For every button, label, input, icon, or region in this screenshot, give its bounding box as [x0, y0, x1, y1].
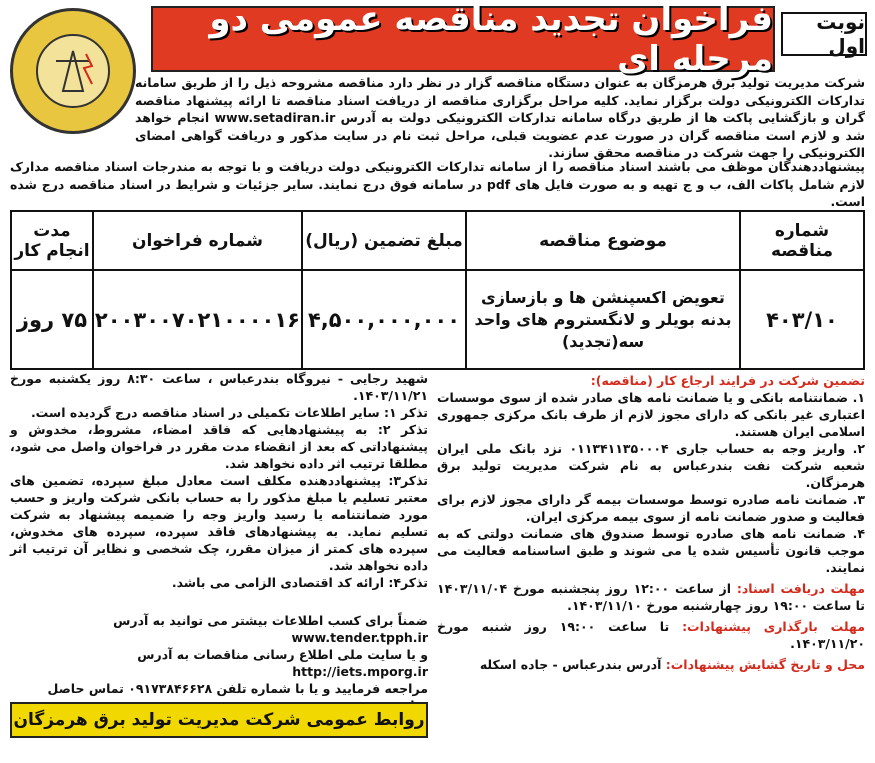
contact-line: و یا سایت ملی اطلاع رسانی مناقصات به آدرس http://iets.mporg.ir — [137, 647, 428, 679]
receive-label: مهلت دریافت اسناد: — [736, 581, 865, 596]
contact-section — [10, 612, 428, 714]
contact-line: مراجعه فرمایید و یا با شماره تلفن ۰۹۱۷۳۸۴۶۶۲۸ تماس حاصل — [47, 681, 428, 696]
guarantee-item: ۱. ضمانتنامه بانکی و یا ضمانت نامه های صادر شده از سوی موسسات اعتباری غیر بانکی که دارای مجوز لازم از طرف بانک مرکزی جمهوری اسلامی ایران هستند. — [437, 390, 865, 439]
opening-info — [437, 656, 865, 673]
cell-call-number: ۲۰۰۳۰۰۷۰۲۱۰۰۰۰۱۶ — [93, 270, 302, 369]
contact-line: ضمناً برای کسب اطلاعات بیشتر می توانید به آدرس www.tender.tpph.ir — [113, 613, 428, 645]
cell-duration: ۷۵ روز — [11, 270, 93, 369]
submit-text: تا ساعت ۱۹:۰۰ روز شنبه مورخ ۱۴۰۳/۱۱/۲۰. — [437, 619, 865, 651]
tower-icon — [48, 46, 98, 96]
note-item: تذکر۴: ارائه کد اقتصادی الزامی می باشد. — [171, 575, 428, 590]
header-guarantee: مبلغ تضمین (ریال) — [302, 211, 466, 270]
guarantee-item: ۴. ضمانت نامه های صادره توسط صندوق های ضمانت دولتی که به موجب قانون تأسیس شده یا می شوند و طبق اساسنامه فعالیت می نمایند. — [437, 526, 865, 575]
power-plant-icon — [36, 34, 110, 108]
opening-text: آدرس بندرعباس - جاده اسکله — [479, 657, 662, 672]
header-call-number: شماره فراخوان — [93, 211, 302, 270]
header-duration: مدت انجام کار — [11, 211, 93, 270]
tender-table — [10, 210, 865, 370]
guarantee-item: ۳. ضمانت نامه صادره توسط موسسات بیمه گر دارای مجوز لازم برای فعالیت و صدور ضمانت نامه از سوی بیمه مرکزی ایران. — [437, 492, 865, 524]
opening-continued: شهید رجایی - نیروگاه بندرعباس ، ساعت ۸:۳۰ روز یکشنبه مورخ ۱۴۰۳/۱۱/۲۱. — [10, 371, 428, 403]
round-badge: نوبت اول — [781, 12, 867, 56]
table-row — [11, 270, 864, 369]
note-item: تذکر ۲: به پیشنهادهایی که فاقد امضاء، مشروط، مخدوش و پیشنهاداتی که بعد از انقضاء مدت مقرر در فراخوان واصل می شود، مطلقا ترتیب اثر داده نخواهد شد. — [10, 422, 428, 471]
cell-tender-number: ۴۰۳/۱۰ — [740, 270, 864, 369]
intro-paragraph-2: پیشنهاددهندگان موظف می باشند اسناد مناقصه را از سامانه تدارکات الکترونیکی دولت دریافت و با توجه به مندرجات اسناد مناقصه مدارک لازم شامل پاکات الف، ب و ج تهیه و به صورت فایل های pdf در سامانه فوق درج نمایند. سایر جزئیات و شرایط در اسناد مناقصه درج شده است. — [10, 159, 865, 209]
receive-deadline — [437, 580, 865, 614]
title-banner — [151, 0, 775, 79]
public-relations-footer: روابط عمومی شرکت مدیریت تولید برق هرمزگان — [10, 702, 428, 738]
header-tender-number: شماره مناقصه — [740, 211, 864, 270]
cell-subject: تعویض اکسپنشن ها و بازسازی بدنه بویلر و لانگستروم های واحد سه(تجدید) — [466, 270, 740, 369]
note-item: تذکر۳: پیشنهاددهنده مکلف است معادل مبلغ سپرده، تضمین های معتبر تسلیم یا مبلغ مذکور را به حساب بانکی شرکت واریز و حسب مورد ضمانتنامه یا رسید واریز وجه را ضمیمه پیشنهاد به شرکت تسلیم نماید. به پیشنهادهای فاقد سپرده، سپرده های مخدوش، سپرده های کمتر از میزان مقرر، چک شخصی و نظایر آن ترتیب اثر داده نخواهد شد. — [10, 473, 428, 573]
notes-section — [10, 370, 428, 591]
receive-text: از ساعت ۱۲:۰۰ روز پنجشنبه مورخ ۱۴۰۳/۱۱/۰۴ تا ساعت ۱۹:۰۰ روز چهارشنبه مورخ ۱۴۰۳/۱۱/۱۰. — [437, 581, 865, 613]
guarantee-heading: تضمین شرکت در فرایند ارجاع کار (مناقصه): — [590, 373, 865, 388]
header-subject: موضوع مناقصه — [466, 211, 740, 270]
note-item: تذکر ۱: سایر اطلاعات تکمیلی در اسناد مناقصه درج گردیده است. — [30, 405, 428, 420]
company-logo-icon — [10, 8, 136, 134]
guarantee-section — [437, 372, 865, 673]
cell-guarantee: ۴,۵۰۰,۰۰۰,۰۰۰ — [302, 270, 466, 369]
table-header-row — [11, 211, 864, 270]
submit-label: مهلت بارگذاری پیشنهادات: — [682, 619, 865, 634]
intro-paragraph: شرکت مدیریت تولید برق هرمزگان به عنوان دستگاه مناقصه گزار در نظر دارد مناقصه مشروحه ذیل را از طریق سامانه تدارکات الکترونیکی دولت برگزار نماید. کلیه مراحل برگزاری مناقصه از دریافت اسناد مناقصه تا ارائه پیشنهاد مناقصه گران و بازگشایی پاکت ها از طریق درگاه سامانه تدارکات الکترونیکی دولت به آدرس www.setadiran.ir انجام خواهد شد و لازم است مناقصه گران در صورت عدم عضویت قبلی، مراحل ثبت نام در سایت مذکور و دریافت گواهی امضای الکترونیکی را جهت شرکت در مناقصه محقق سازند. — [135, 75, 865, 160]
guarantee-item: ۲. واریز وجه به حساب جاری ۰۱۱۳۴۱۱۳۵۰۰۰۴ نزد بانک ملی ایران شعبه شرکت نفت بندرعباس به نام شرکت مدیریت تولید برق هرمزگان. — [437, 441, 865, 490]
submit-deadline — [437, 618, 865, 652]
opening-label: محل و تاریخ گشایش پیشنهادات: — [665, 657, 865, 672]
page-title: فراخوان تجدید مناقصه عمومی دو مرحله ای — [209, 0, 773, 79]
